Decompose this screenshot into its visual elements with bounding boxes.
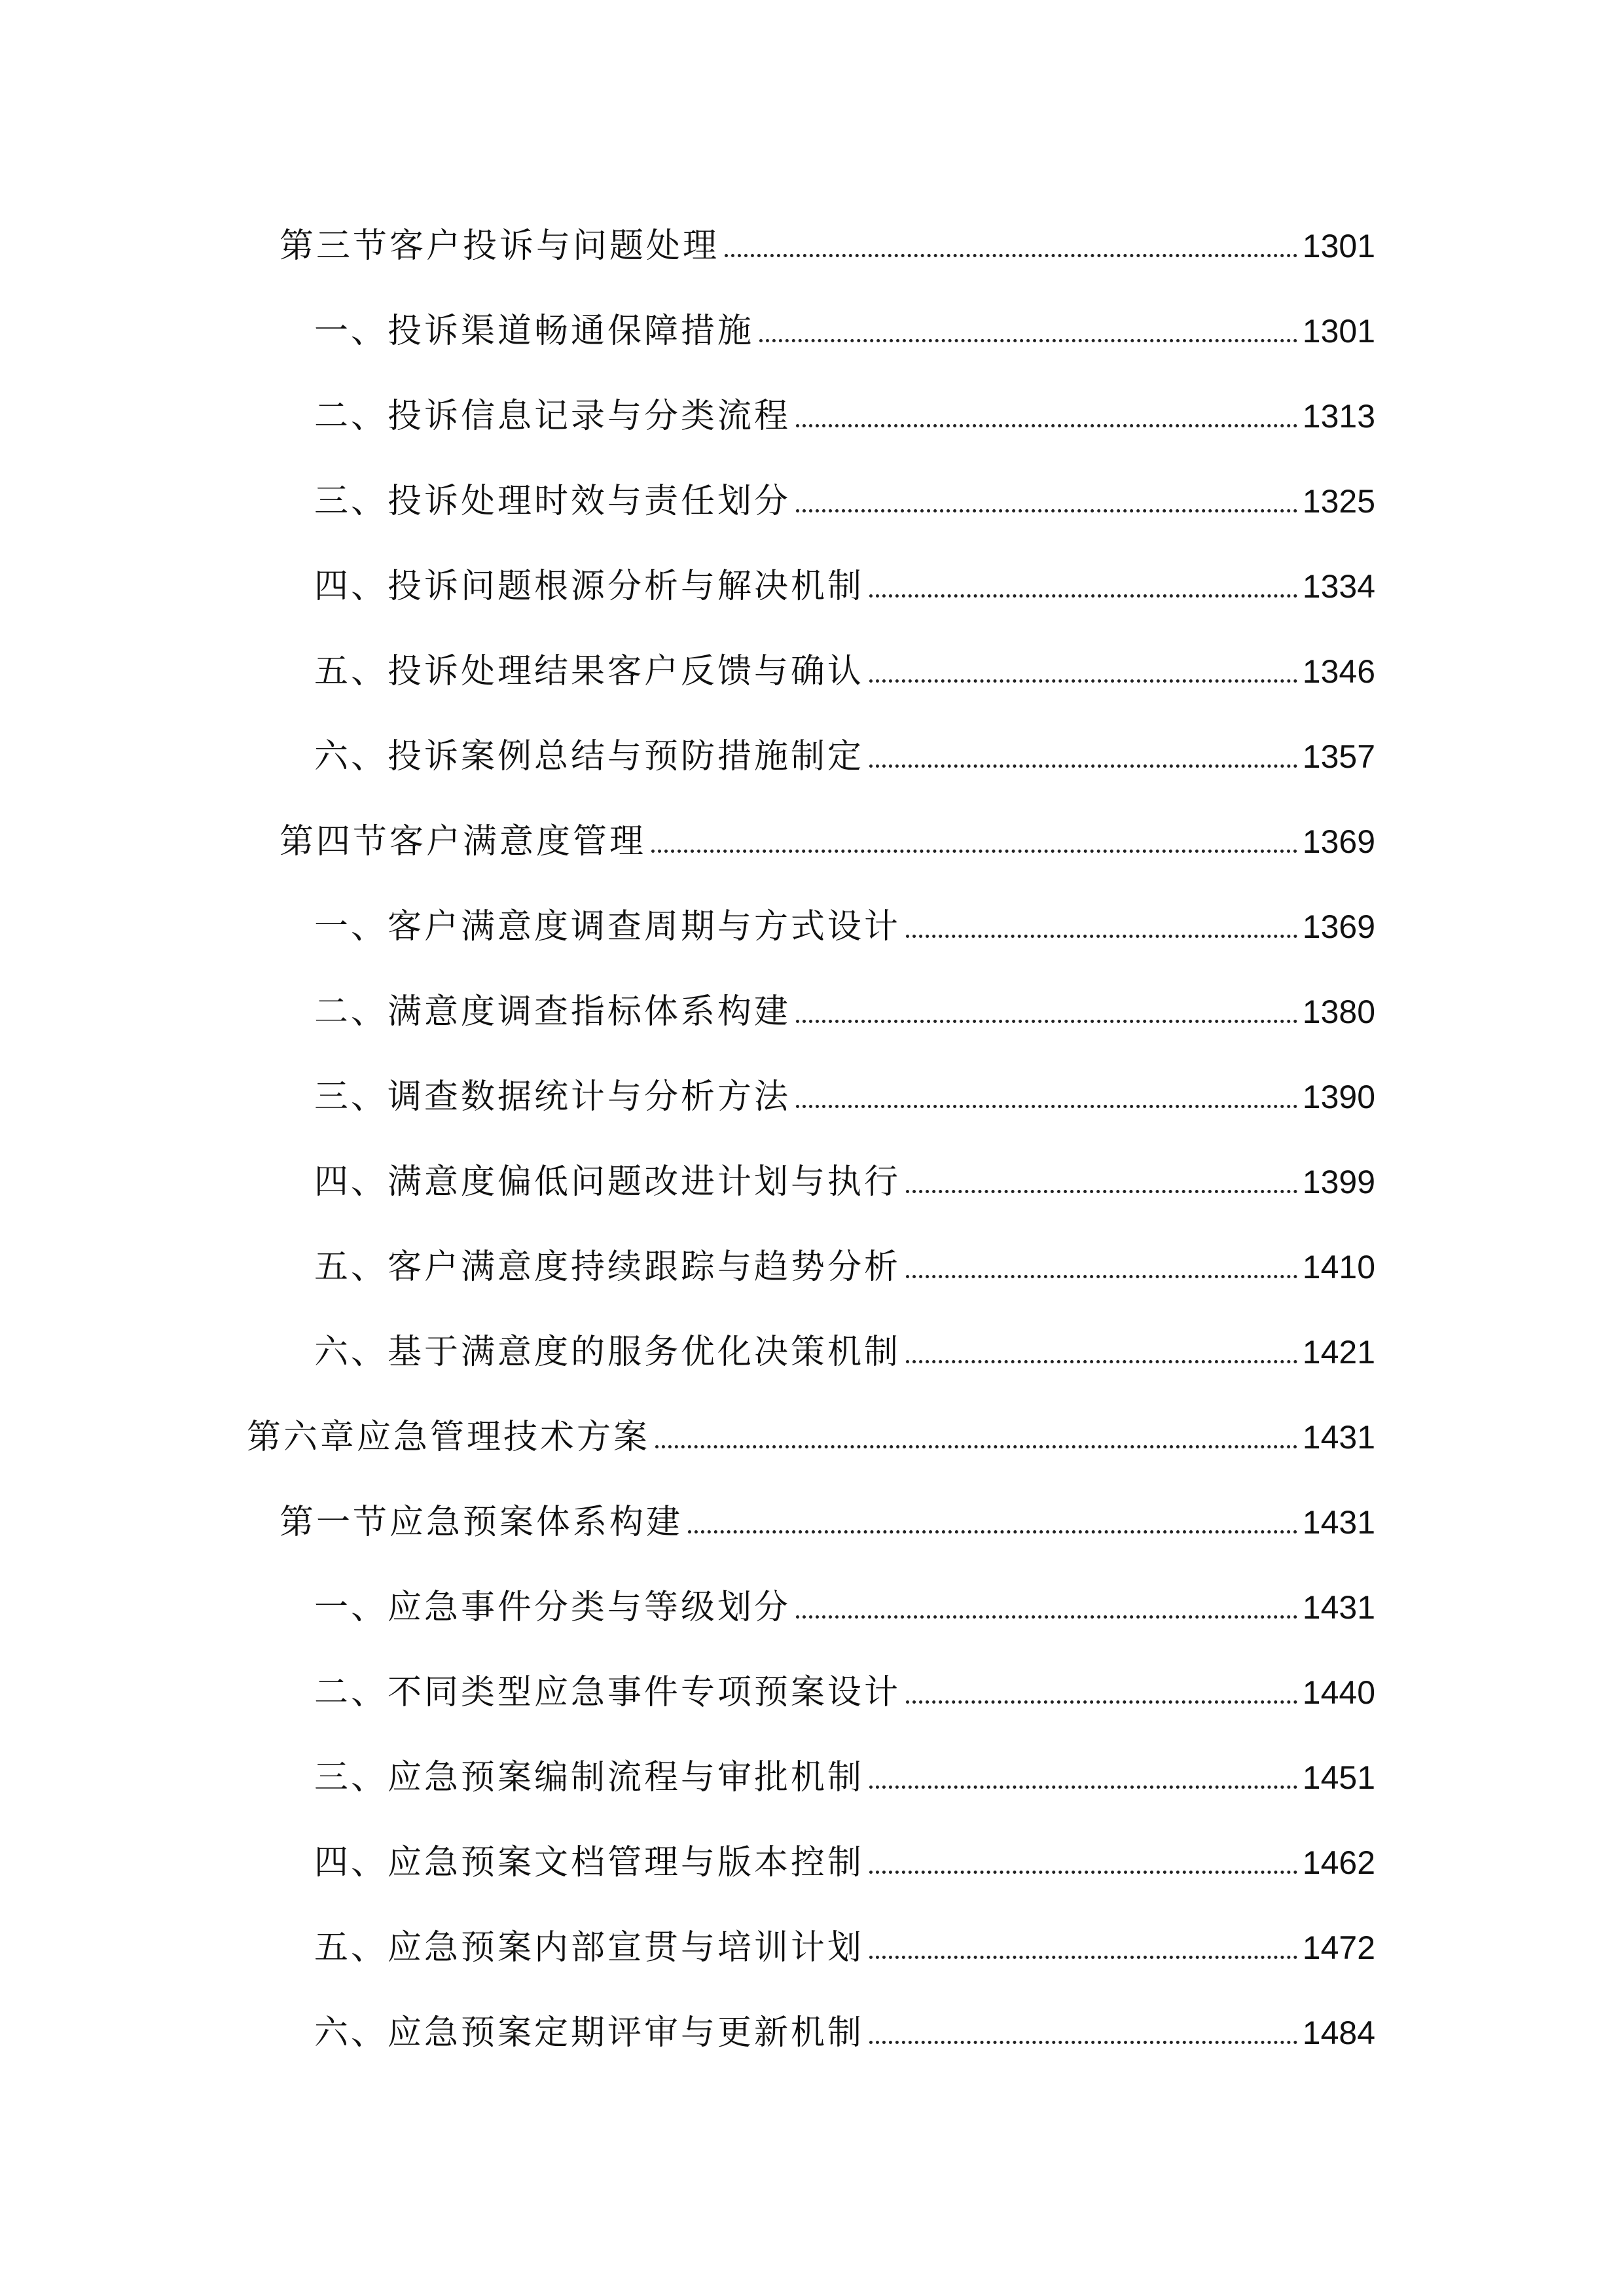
toc-entry-title: 四、应急预案文档管理与版本控制: [314, 1843, 865, 1882]
toc-entry-title: 一、投诉渠道畅通保障措施: [314, 312, 755, 351]
toc-entry-title: 一、应急事件分类与等级划分: [314, 1588, 791, 1627]
toc-entry-title: 三、应急预案编制流程与审批机制: [314, 1758, 865, 1797]
toc-leader-dots: [759, 339, 1297, 342]
toc-leader-dots: [796, 424, 1297, 427]
toc-entry-subsection[interactable]: [0, 1309, 1624, 1394]
toc-leader-dots: [906, 1190, 1297, 1193]
toc-entry-chapter[interactable]: [0, 1394, 1624, 1479]
toc-leader-dots: [655, 1445, 1297, 1448]
toc-entry-subsection[interactable]: [0, 713, 1624, 798]
toc-entry-subsection[interactable]: [0, 1139, 1624, 1224]
toc-leader-dots: [906, 1700, 1297, 1704]
toc-entry-subsection[interactable]: [0, 1734, 1624, 1820]
toc-entry-title: 一、客户满意度调查周期与方式设计: [314, 907, 901, 946]
toc-entry-subsection[interactable]: [0, 1564, 1624, 1649]
toc-entry-page-number: 1301: [1302, 313, 1375, 350]
toc-entry-subsection[interactable]: [0, 1649, 1624, 1734]
toc-leader-dots: [796, 509, 1297, 512]
toc-leader-dots: [869, 2041, 1297, 2044]
toc-entry-section[interactable]: [0, 203, 1624, 288]
toc-entry-page-number: 1380: [1302, 994, 1375, 1030]
toc-leader-dots: [869, 1956, 1297, 1959]
toc-entry-subsection[interactable]: [0, 969, 1624, 1054]
toc-entry-title: 五、应急预案内部宣贯与培训计划: [314, 1928, 865, 1967]
toc-entry-page-number: 1334: [1302, 568, 1375, 605]
toc-entry-title: 第六章应急管理技术方案: [247, 1418, 651, 1457]
toc-entry-page-number: 1431: [1302, 1589, 1375, 1626]
toc-leader-dots: [906, 1275, 1297, 1278]
toc-entry-subsection[interactable]: [0, 1224, 1624, 1309]
toc-leader-dots: [869, 1871, 1297, 1874]
toc-entry-title: 二、不同类型应急事件专项预案设计: [314, 1673, 901, 1712]
toc-entry-page-number: 1301: [1302, 228, 1375, 264]
toc-entry-title: 二、满意度调查指标体系构建: [314, 992, 791, 1031]
toc-entry-page-number: 1410: [1302, 1249, 1375, 1285]
toc-leader-dots: [869, 594, 1297, 598]
toc-entry-page-number: 1369: [1302, 823, 1375, 860]
toc-leader-dots: [869, 679, 1297, 683]
toc-entry-title: 四、投诉问题根源分析与解决机制: [314, 567, 865, 606]
toc-entry-page-number: 1325: [1302, 483, 1375, 520]
toc-entry-subsection[interactable]: [0, 288, 1624, 373]
toc-entry-subsection[interactable]: [0, 884, 1624, 969]
toc-entry-subsection[interactable]: [0, 373, 1624, 458]
toc-entry-title: 六、应急预案定期评审与更新机制: [314, 2013, 865, 2053]
toc-entry-title: 第四节客户满意度管理: [280, 822, 647, 861]
toc-entry-subsection[interactable]: [0, 1820, 1624, 1905]
toc-entry-page-number: 1472: [1302, 1929, 1375, 1966]
toc-leader-dots: [796, 1615, 1297, 1619]
toc-entry-page-number: 1431: [1302, 1419, 1375, 1456]
toc-leader-dots: [796, 1105, 1297, 1108]
toc-entry-subsection[interactable]: [0, 458, 1624, 543]
toc-entry-page-number: 1451: [1302, 1759, 1375, 1796]
table-of-contents: [0, 203, 1624, 2075]
toc-entry-page-number: 1462: [1302, 1844, 1375, 1881]
toc-entry-page-number: 1369: [1302, 908, 1375, 945]
toc-leader-dots: [869, 1785, 1297, 1789]
toc-entry-page-number: 1440: [1302, 1674, 1375, 1711]
toc-leader-dots: [688, 1530, 1297, 1534]
toc-leader-dots: [869, 764, 1297, 768]
toc-entry-section[interactable]: [0, 798, 1624, 884]
toc-entry-page-number: 1399: [1302, 1164, 1375, 1200]
toc-entry-title: 二、投诉信息记录与分类流程: [314, 397, 791, 436]
toc-entry-page-number: 1390: [1302, 1079, 1375, 1115]
toc-entry-page-number: 1313: [1302, 398, 1375, 435]
toc-entry-subsection[interactable]: [0, 1905, 1624, 1990]
toc-entry-page-number: 1357: [1302, 738, 1375, 775]
toc-entry-subsection[interactable]: [0, 1990, 1624, 2075]
toc-entry-page-number: 1484: [1302, 2015, 1375, 2051]
toc-entry-page-number: 1431: [1302, 1504, 1375, 1541]
toc-leader-dots: [651, 850, 1297, 853]
toc-entry-title: 六、投诉案例总结与预防措施制定: [314, 737, 865, 776]
toc-leader-dots: [796, 1020, 1297, 1023]
toc-entry-subsection[interactable]: [0, 1054, 1624, 1139]
toc-entry-title: 六、基于满意度的服务优化决策机制: [314, 1333, 901, 1372]
toc-entry-page-number: 1346: [1302, 653, 1375, 690]
toc-entry-title: 五、投诉处理结果客户反馈与确认: [314, 652, 865, 691]
toc-entry-title: 第三节客户投诉与问题处理: [280, 226, 720, 266]
toc-leader-dots: [906, 1360, 1297, 1363]
toc-entry-subsection[interactable]: [0, 543, 1624, 628]
toc-entry-title: 三、调查数据统计与分析方法: [314, 1077, 791, 1117]
toc-entry-title: 第一节应急预案体系构建: [280, 1503, 683, 1542]
toc-entry-title: 三、投诉处理时效与责任划分: [314, 482, 791, 521]
toc-leader-dots: [906, 935, 1297, 938]
toc-leader-dots: [725, 254, 1297, 257]
toc-entry-subsection[interactable]: [0, 628, 1624, 713]
toc-entry-title: 五、客户满意度持续跟踪与趋势分析: [314, 1247, 901, 1287]
toc-entry-title: 四、满意度偏低问题改进计划与执行: [314, 1162, 901, 1202]
toc-entry-page-number: 1421: [1302, 1334, 1375, 1371]
toc-entry-section[interactable]: [0, 1479, 1624, 1564]
